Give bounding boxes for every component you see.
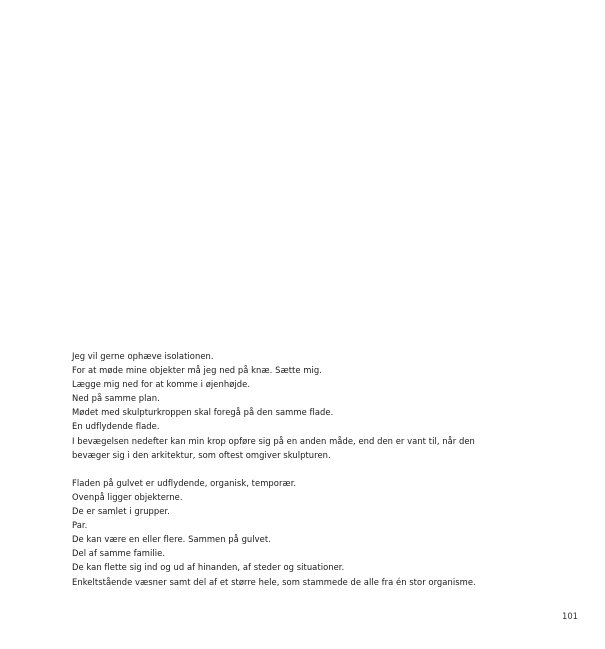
text-line: Del af samme familie.	[72, 548, 166, 559]
text-line: De er samlet i grupper.	[72, 506, 170, 517]
text-line: Enkeltstående væsner samt del af et større hele, som stammede de alle fra én stor organisme.	[72, 576, 476, 587]
paragraph-1	[72, 349, 572, 462]
text-line: Mødet med skulpturkroppen skal foregå på den samme flade.	[72, 407, 334, 418]
text-line: Ned på samme plan.	[72, 393, 160, 404]
text-line: Lægge mig ned for at komme i øjenhøjde.	[72, 379, 251, 390]
text-line: Ovenpå ligger objekterne.	[72, 491, 183, 502]
text-line: En udflydende flade.	[72, 421, 160, 432]
text-line: Fladen på gulvet er udflydende, organisk, temporær.	[72, 477, 297, 488]
text-line: De kan være en eller flere. Sammen på gulvet.	[72, 534, 271, 545]
text-line: bevæger sig i den arkitektur, som oftest omgiver skulpturen.	[72, 449, 331, 460]
body-text	[72, 349, 572, 589]
page-number: 101	[562, 611, 578, 621]
text-line: De kan flette sig ind og ud af hinanden, af steder og situationer.	[72, 562, 345, 573]
paragraph-2	[72, 476, 572, 589]
paragraph-gap	[72, 462, 572, 476]
text-line: Par.	[72, 520, 88, 531]
text-line: For at møde mine objekter må jeg ned på knæ. Sætte mig.	[72, 365, 322, 376]
text-line: I bevægelsen nedefter kan min krop opføre sig på en anden måde, end den er vant til, når den	[72, 435, 475, 446]
text-line: Jeg vil gerne ophæve isolationen.	[72, 351, 214, 361]
